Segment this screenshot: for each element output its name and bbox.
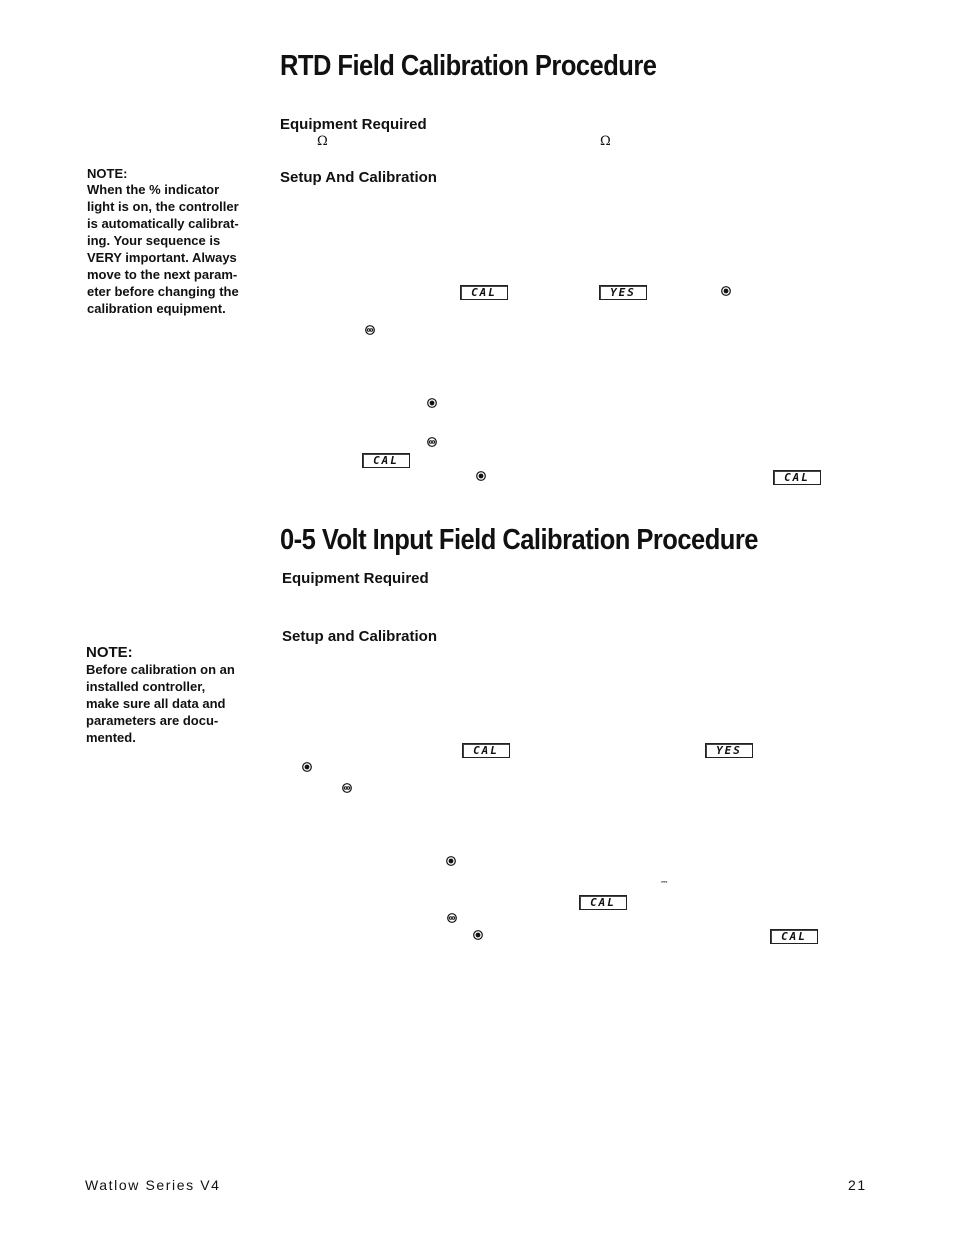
rtd-setup-heading: Setup And Calibration: [280, 169, 437, 186]
lcd-yes-display: YES: [599, 285, 647, 300]
note-line: parameters are docu-: [86, 713, 219, 728]
infinity-key-icon: [342, 783, 352, 793]
volt-section-title: 0-5 Volt Input Field Calibration Procedure: [280, 524, 758, 556]
note-line: move to the next param-: [87, 267, 238, 282]
note-heading: NOTE:: [87, 166, 128, 181]
rtd-equipment-heading: Equipment Required: [280, 116, 427, 133]
rtd-section-title: RTD Field Calibration Procedure: [280, 50, 657, 82]
note-line: mented.: [86, 730, 136, 745]
note-line: calibration equipment.: [87, 301, 226, 316]
note-line: make sure all data and: [86, 696, 226, 711]
volt-setup-heading: Setup and Calibration: [282, 628, 438, 645]
note-line: VERY important. Always: [87, 250, 237, 265]
note-line: eter before changing the: [87, 284, 239, 299]
volt-equipment-heading: Equipment Required: [282, 570, 429, 587]
note-line: is automatically calibrat-: [87, 216, 239, 231]
lcd-cal-display: CAL: [362, 453, 410, 468]
infinity-key-icon: [447, 913, 457, 923]
omega-symbol: Ω: [317, 134, 328, 149]
lcd-cal-display: CAL: [770, 929, 818, 944]
note-line: installed controller,: [86, 679, 206, 694]
advance-key-icon: [476, 471, 486, 481]
infinity-key-icon: [427, 437, 437, 447]
note-line: light is on, the controller: [87, 199, 239, 214]
advance-key-icon: [721, 286, 731, 296]
lcd-cal-display: CAL: [773, 470, 821, 485]
advance-key-icon: [427, 398, 437, 408]
advance-key-icon: [473, 930, 483, 940]
volt-sidebar-note: [86, 644, 235, 746]
infinity-key-icon: [365, 325, 375, 335]
lcd-cal-display: CAL: [460, 285, 508, 300]
advance-key-icon: [302, 762, 312, 772]
omega-symbol: Ω: [600, 134, 611, 149]
lcd-yes-display: YES: [705, 743, 753, 758]
rtd-sidebar-note: [87, 166, 239, 317]
lcd-cal-display: CAL: [579, 895, 627, 910]
page-number: 21: [848, 1177, 867, 1193]
advance-key-icon: [446, 856, 456, 866]
note-line: Before calibration on an: [86, 662, 235, 677]
note-heading: NOTE:: [86, 644, 133, 661]
footer-title: Watlow Series V4: [85, 1177, 221, 1193]
lcd-cal-display: CAL: [462, 743, 510, 758]
note-line: When the % indicator: [87, 182, 220, 197]
note-line: ing. Your sequence is: [87, 233, 221, 248]
dc-symbol: ⎓: [661, 877, 667, 886]
